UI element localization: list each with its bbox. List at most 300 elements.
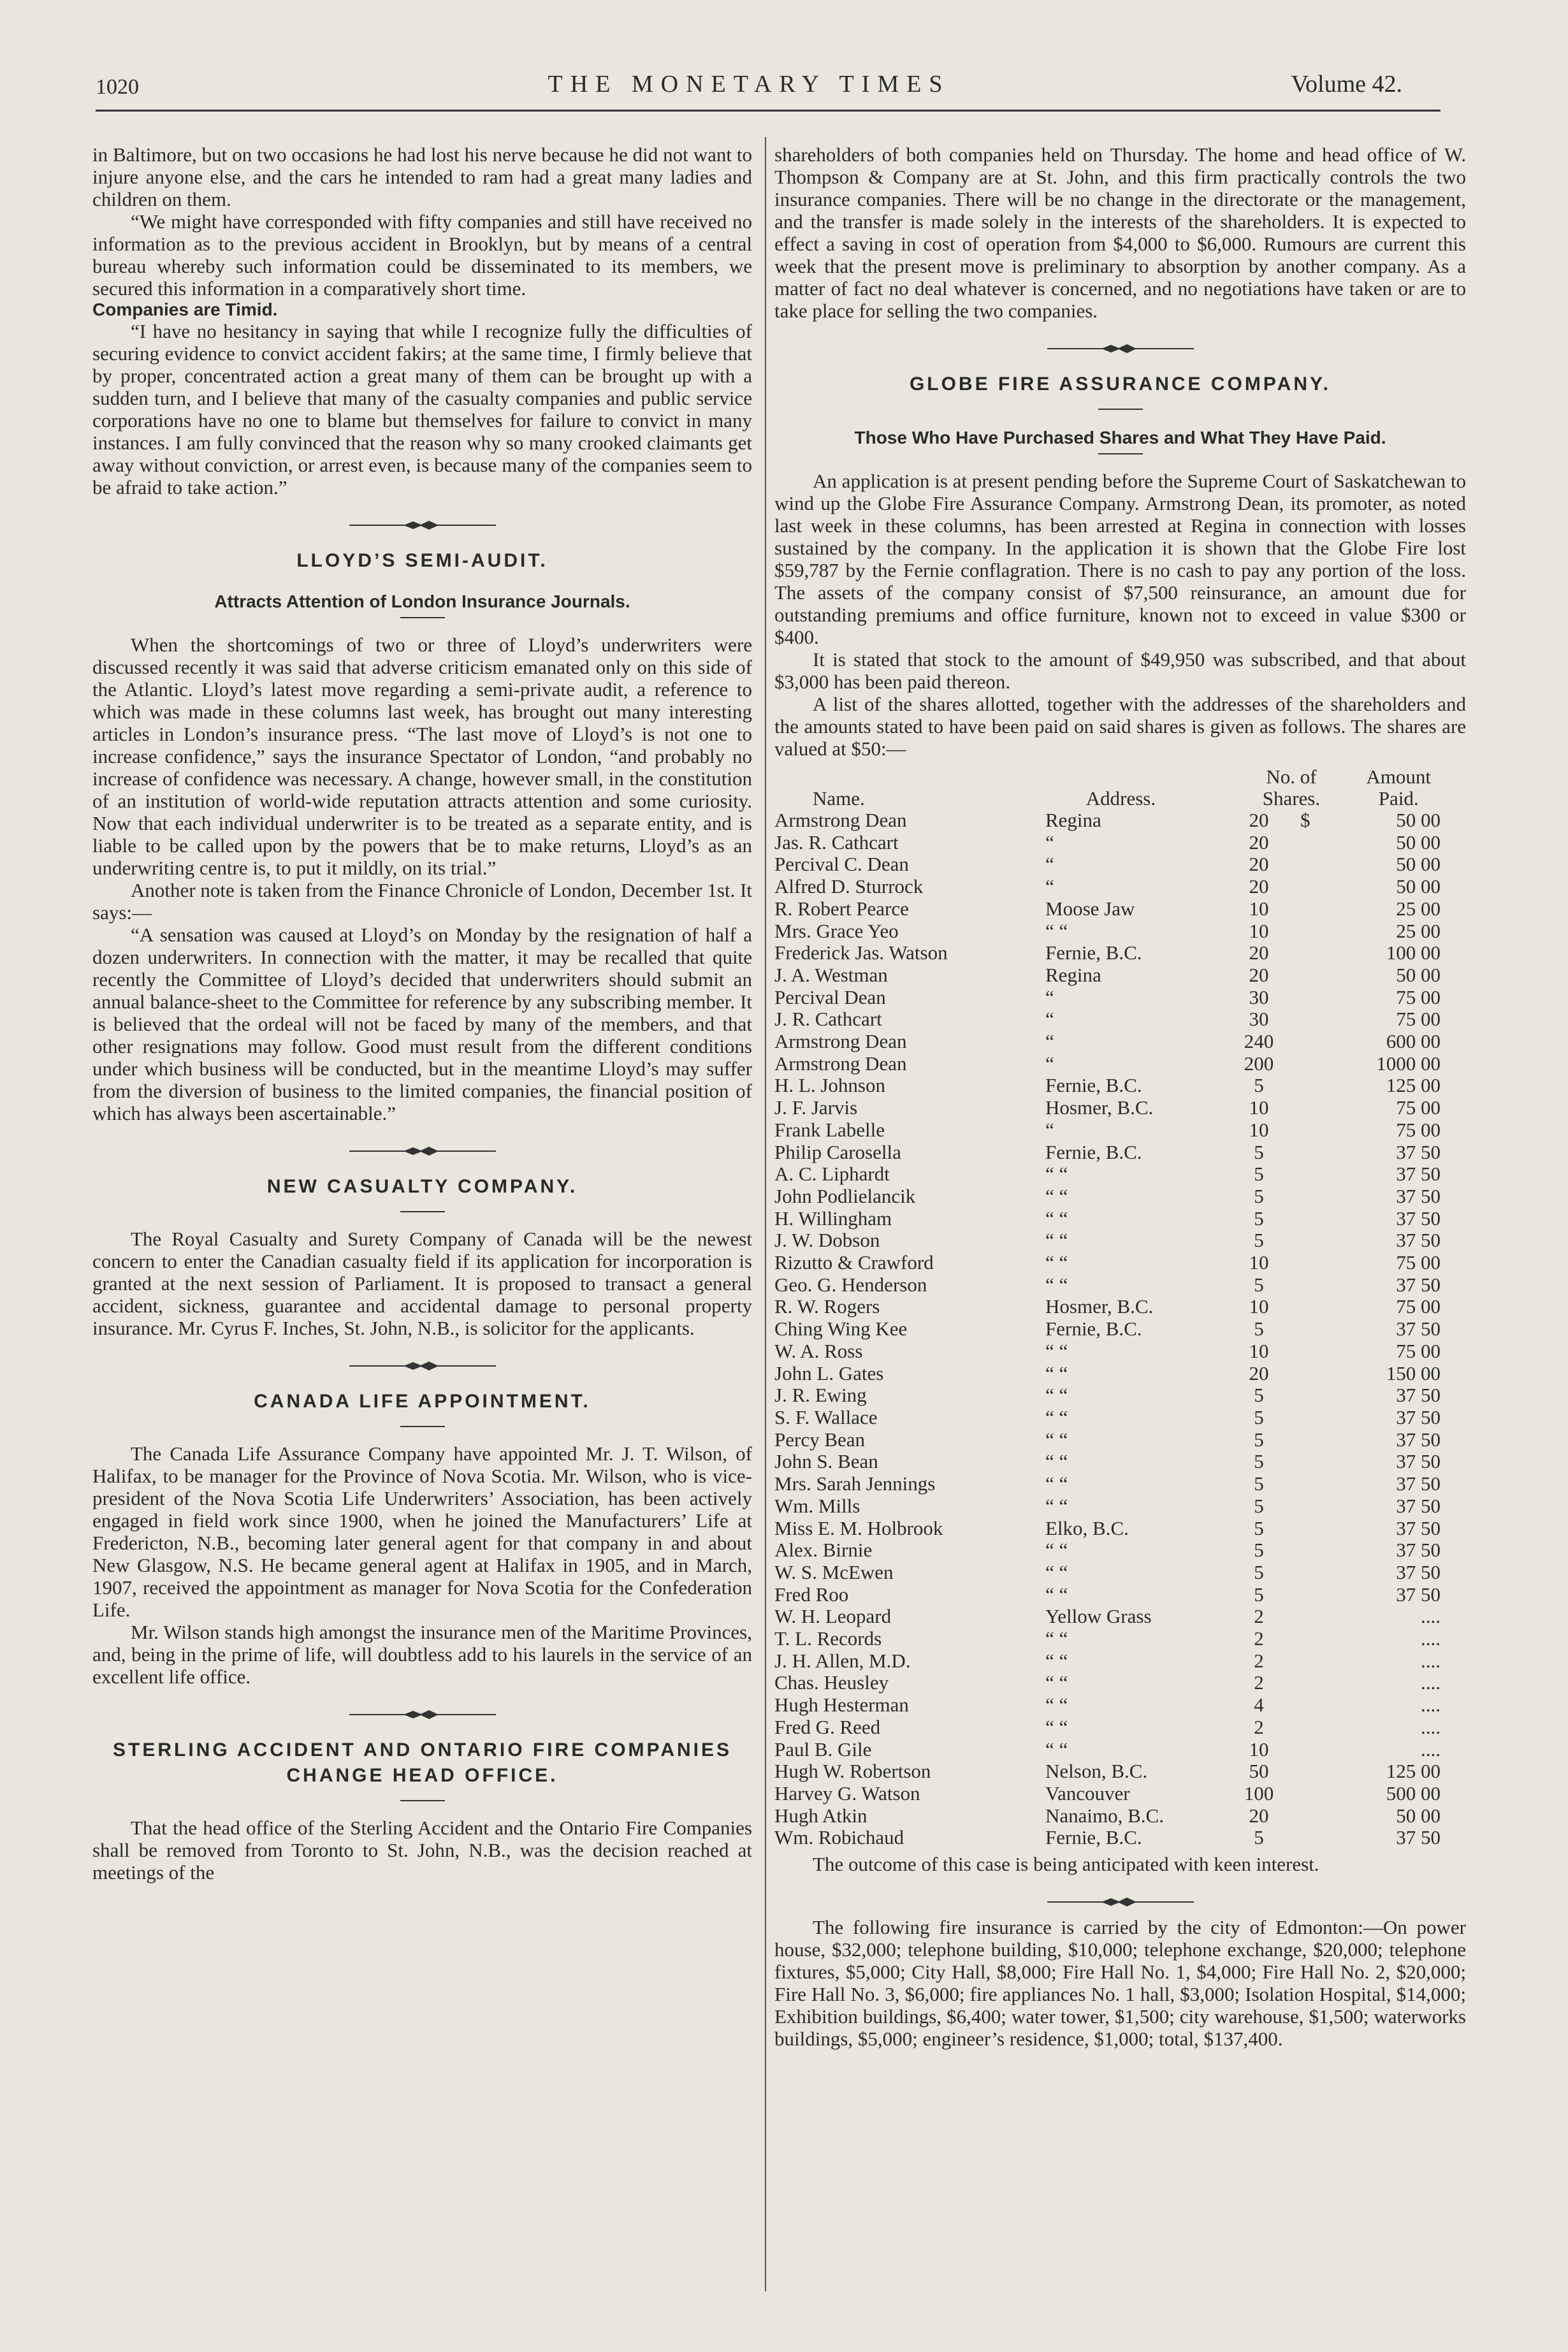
col-header-amount-line1: Amount <box>1366 766 1432 788</box>
table-row <box>774 1429 1466 1451</box>
header-rule <box>96 110 1441 112</box>
shareholder-shares: 10 <box>1249 1096 1269 1119</box>
currency-sign <box>1300 964 1326 987</box>
currency-sign <box>1300 853 1326 876</box>
shareholder-address: “ “ <box>1045 1384 1068 1407</box>
shareholder-address: Vancouver <box>1045 1782 1130 1804</box>
currency-sign <box>1300 1628 1326 1650</box>
shareholder-paid: 50 00 <box>1396 831 1441 853</box>
article-paragraph: It is stated that stock to the amount of $49,950 was subscribed, and that about $3,000 has been paid thereon. <box>774 648 1466 693</box>
shareholder-paid: 50 00 <box>1396 1804 1441 1827</box>
shareholder-paid: 37 50 <box>1396 1405 1441 1428</box>
currency-sign <box>1300 1473 1326 1495</box>
shareholder-paid: 100 00 <box>1386 941 1441 964</box>
shareholder-address: “ “ <box>1045 919 1068 942</box>
col-header-amount <box>1331 766 1466 809</box>
table-row <box>774 1363 1466 1385</box>
shareholder-paid: .... <box>1421 1605 1441 1628</box>
article-paragraph: Mr. Wilson stands high amongst the insurance men of the Maritime Provinces, and, being in the prime of life, will doubtless add to his laurels in the service of an excellent life office. <box>92 1621 752 1688</box>
shareholder-shares: 5 <box>1254 1583 1264 1606</box>
right-column <box>774 143 1466 2050</box>
table-row <box>774 1717 1466 1739</box>
shareholder-address: Fernie, B.C. <box>1045 1826 1142 1849</box>
shareholder-paid: 37 50 <box>1396 1494 1441 1517</box>
left-column <box>92 143 752 1884</box>
shareholder-shares: 5 <box>1254 1384 1264 1407</box>
shareholder-address: “ “ <box>1045 1207 1068 1230</box>
shareholder-shares: 20 <box>1249 1804 1269 1827</box>
currency-sign <box>1300 1495 1326 1518</box>
currency-sign <box>1300 1053 1326 1075</box>
table-row <box>774 1694 1466 1717</box>
article-paragraph: The following fire insurance is carried by the city of Edmonton:—On power house, $32,000; telephone building, $10,000; telephone exchange, $20,000; telephone fixtures, $5,000; City Hall, $8,000; Fire Hall No. 1, $4,000; Fire Hall No. 2, $20,000; Fire Hall No. 3, $6,000; fire appliances No. 1 hall, $3,000; Isolation Hospital, $14,000; Exhibition buildings, $6,400; water tower, $1,500; city warehouse, $1,500; waterworks buildings, $5,000; engineer’s residence, $1,000; total, $137,400. <box>774 1916 1466 2051</box>
shareholder-name: J. F. Jarvis <box>774 1096 858 1119</box>
shareholder-name: J. W. Dobson <box>774 1229 880 1252</box>
currency-sign <box>1300 1562 1326 1584</box>
shareholder-address: “ “ <box>1045 1405 1068 1428</box>
shareholder-shares: 20 <box>1249 1361 1269 1384</box>
currency-sign <box>1300 1606 1326 1628</box>
ornament-divider-icon <box>1047 1897 1194 1907</box>
article-heading: GLOBE FIRE ASSURANCE COMPANY. <box>909 374 1332 395</box>
shareholder-shares: 20 <box>1249 831 1269 853</box>
shareholder-address: Hosmer, B.C. <box>1045 1096 1154 1119</box>
currency-sign <box>1300 1163 1326 1186</box>
currency-sign <box>1300 832 1326 854</box>
table-row <box>774 1650 1466 1673</box>
table-row <box>774 1628 1466 1650</box>
currency-sign <box>1300 1363 1326 1385</box>
shareholder-address: “ “ <box>1045 1428 1068 1451</box>
shareholder-paid: 150 00 <box>1386 1361 1441 1384</box>
currency-sign <box>1300 1075 1326 1097</box>
shareholder-name: Harvey G. Watson <box>774 1782 920 1804</box>
shareholder-address: “ “ <box>1045 1163 1068 1186</box>
shareholder-address: Fernie, B.C. <box>1045 1140 1142 1163</box>
table-row <box>774 1075 1466 1097</box>
shareholder-paid: 37 50 <box>1396 1516 1441 1539</box>
shareholder-paid: 37 50 <box>1396 1273 1441 1296</box>
currency-sign <box>1300 1783 1326 1805</box>
shareholder-name: H. L. Johnson <box>774 1074 885 1097</box>
shareholder-address: Fernie, B.C. <box>1045 1074 1142 1097</box>
shareholder-shares: 200 <box>1244 1052 1274 1075</box>
shareholder-name: Percy Bean <box>774 1428 866 1451</box>
shareholder-name: Armstrong Dean <box>774 1052 907 1075</box>
table-row <box>774 1473 1466 1495</box>
table-row <box>774 1230 1466 1252</box>
table-row <box>774 809 1466 832</box>
shareholder-address: “ “ <box>1045 1583 1068 1606</box>
shareholder-name: J. R. Ewing <box>774 1384 867 1407</box>
currency-sign <box>1300 1296 1326 1318</box>
shareholder-name: Hugh Atkin <box>774 1804 867 1827</box>
shareholder-paid: 125 00 <box>1386 1074 1441 1097</box>
shareholder-name: John S. Bean <box>774 1450 878 1473</box>
ornament-divider-icon <box>349 1361 496 1371</box>
shareholder-address: “ “ <box>1045 1273 1068 1296</box>
shareholder-name: Frederick Jas. Watson <box>774 941 948 964</box>
shareholder-shares: 2 <box>1254 1605 1264 1628</box>
shareholder-name: J. A. Westman <box>774 963 888 986</box>
shareholder-paid: 75 00 <box>1396 1008 1441 1031</box>
shareholder-address: Regina <box>1045 963 1101 986</box>
shareholder-paid: 37 50 <box>1396 1318 1441 1340</box>
shareholder-shares: 2 <box>1254 1671 1264 1694</box>
shareholder-name: Philip Carosella <box>774 1140 901 1163</box>
shareholder-paid: 50 00 <box>1396 853 1441 876</box>
table-row <box>774 1119 1466 1142</box>
shareholder-name: Frank Labelle <box>774 1118 885 1141</box>
table-row <box>774 1760 1466 1783</box>
col-header-amount-line2: Paid. <box>1378 787 1419 809</box>
shareholder-paid: 37 50 <box>1396 1560 1441 1583</box>
currency-sign <box>1300 1252 1326 1274</box>
shareholder-shares: 10 <box>1249 1295 1269 1318</box>
shareholder-name: John L. Gates <box>774 1361 884 1384</box>
short-rule <box>400 1211 445 1212</box>
shareholder-shares: 100 <box>1244 1782 1274 1804</box>
shareholder-name: R. Robert Pearce <box>774 897 909 920</box>
currency-sign <box>1300 1827 1326 1849</box>
shareholder-paid: 1000 00 <box>1376 1052 1441 1075</box>
article-paragraph: That the head office of the Sterling Accident and the Ontario Fire Companies shall be removed from Toronto to St. John, N.B., was the decision reached at meetings of the <box>92 1817 752 1884</box>
shareholder-name: Geo. G. Henderson <box>774 1273 927 1296</box>
shareholder-name: Jas. R. Cathcart <box>774 831 899 853</box>
shareholder-paid: 37 50 <box>1396 1184 1441 1207</box>
shareholder-shares: 10 <box>1249 1251 1269 1274</box>
shareholder-shares: 50 <box>1249 1760 1269 1783</box>
shareholder-paid: .... <box>1421 1715 1441 1738</box>
shareholder-shares: 10 <box>1249 1118 1269 1141</box>
col-header-name: Name. <box>813 787 865 809</box>
shareholder-name: Miss E. M. Holbrook <box>774 1516 943 1539</box>
shareholder-name: S. F. Wallace <box>774 1405 878 1428</box>
ornament-divider-icon <box>349 520 496 530</box>
table-row <box>774 1518 1466 1540</box>
ornament-divider-icon <box>1047 344 1194 354</box>
shareholder-paid: 75 00 <box>1396 1118 1441 1141</box>
table-row <box>774 1783 1466 1805</box>
shareholder-address: “ “ <box>1045 1539 1068 1562</box>
table-row <box>774 964 1466 987</box>
shareholder-shares: 2 <box>1254 1649 1264 1672</box>
shareholder-paid: 37 50 <box>1396 1229 1441 1252</box>
shareholder-shares: 20 <box>1249 963 1269 986</box>
table-row <box>774 1186 1466 1208</box>
shareholder-table <box>774 809 1466 1849</box>
article-paragraph: A list of the shares allotted, together with the addresses of the shareholders and the amounts stated to have been paid on said shares is given as follows. The shares are valued at $50:— <box>774 693 1466 760</box>
shareholder-address: “ “ <box>1045 1649 1068 1672</box>
currency-sign <box>1300 1119 1326 1142</box>
shareholder-paid: 50 00 <box>1396 809 1441 831</box>
table-row <box>774 1296 1466 1318</box>
table-row <box>774 942 1466 964</box>
page-header <box>96 70 1402 108</box>
table-row <box>774 1739 1466 1761</box>
shareholder-shares: 30 <box>1249 1008 1269 1031</box>
short-rule <box>1098 453 1143 454</box>
table-row <box>774 1318 1466 1340</box>
table-row <box>774 1539 1466 1562</box>
shareholder-shares: 2 <box>1254 1715 1264 1738</box>
shareholder-address: “ <box>1045 1030 1054 1053</box>
table-row <box>774 1053 1466 1075</box>
currency-sign <box>1300 1186 1326 1208</box>
shareholder-name: R. W. Rogers <box>774 1295 880 1318</box>
shareholder-name: Armstrong Dean <box>774 809 907 831</box>
shareholder-paid: .... <box>1421 1738 1441 1760</box>
table-row <box>774 1606 1466 1628</box>
shareholder-shares: 5 <box>1254 1516 1264 1539</box>
article-paragraph: The Royal Casualty and Surety Company of Canada will be the newest concern to enter the Canadian casualty field if its application for incorporation is granted at the next session of Parliament. It is proposed to transact a general accident, sickness, guarantee and accidental damage to personal property insurance. Mr. Cyrus F. Inches, St. John, N.B., is solicitor for the applicants. <box>92 1228 752 1339</box>
currency-sign <box>1300 1384 1326 1407</box>
shareholder-shares: 5 <box>1254 1539 1264 1562</box>
shareholder-name: Chas. Heusley <box>774 1671 889 1694</box>
currency-sign <box>1300 1518 1326 1540</box>
ornament-divider-icon <box>349 1710 496 1720</box>
ornament-divider-icon <box>349 1146 496 1156</box>
article-heading: LLOYD’S SEMI-AUDIT. <box>296 550 548 571</box>
shareholder-shares: 10 <box>1249 919 1269 942</box>
currency-sign <box>1300 1650 1326 1673</box>
table-row <box>774 1163 1466 1186</box>
shareholder-shares: 30 <box>1249 985 1269 1008</box>
table-row <box>774 1827 1466 1849</box>
col-header-shares-line1: No. of <box>1266 766 1317 788</box>
shareholder-paid: 75 00 <box>1396 1251 1441 1274</box>
shareholder-address: “ <box>1045 831 1054 853</box>
currency-sign <box>1300 1451 1326 1473</box>
shareholder-shares: 5 <box>1254 1560 1264 1583</box>
shareholder-paid: .... <box>1421 1649 1441 1672</box>
article-paragraph: Another note is taken from the Finance Chronicle of London, December 1st. It says:— <box>92 879 752 924</box>
article-paragraph: “We might have corresponded with fifty companies and still have received no information as to the previous accident in Brooklyn, but by means of a central bureau whereby such information could be disseminated to its members, we secured this information in a comparatively short time. <box>92 210 752 300</box>
currency-sign <box>1300 1739 1326 1761</box>
article-heading: NEW CASUALTY COMPANY. <box>266 1176 578 1197</box>
shareholder-address: “ “ <box>1045 1494 1068 1517</box>
currency-sign <box>1300 1760 1326 1783</box>
shareholder-name: Alfred D. Sturrock <box>774 875 924 898</box>
table-row <box>774 920 1466 943</box>
article-heading: CANADA LIFE APPOINTMENT. <box>254 1391 591 1412</box>
currency-sign <box>1300 1340 1326 1363</box>
article-paragraph: An application is at present pending before the Supreme Court of Saskatchewan to wind up the Globe Fire Assurance Company. Armstrong Dean, its promoter, as noted last week in these columns, has been arrested at Regina in connection with losses sustained by the company. In the application it is shown that the Globe Fire lost $59,787 by the Fernie conflagration. There is no cash to pay any portion of the loss. The assets of the company consist of $7,500 reinsurance, an amount due for outstanding premiums and office furniture, known not to exceed in value $300 or $400. <box>774 470 1466 648</box>
currency-sign <box>1300 920 1326 943</box>
currency-sign <box>1300 1142 1326 1164</box>
currency-sign <box>1300 942 1326 964</box>
table-row <box>774 1495 1466 1518</box>
currency-sign <box>1300 876 1326 898</box>
shareholder-shares: 5 <box>1254 1207 1264 1230</box>
currency-sign <box>1300 1097 1326 1119</box>
shareholder-name: Percival Dean <box>774 985 886 1008</box>
shareholder-name: Alex. Birnie <box>774 1539 873 1562</box>
shareholder-table-header <box>774 766 1466 809</box>
shareholder-address: Yellow Grass <box>1045 1605 1152 1628</box>
table-row <box>774 898 1466 920</box>
short-rule <box>400 617 445 618</box>
currency-sign <box>1300 1407 1326 1429</box>
shareholder-address: “ <box>1045 875 1054 898</box>
article-paragraph: When the shortcomings of two or three of Lloyd’s underwriters were discussed recently it was said that adverse criticism emanated only on this side of the Atlantic. Lloyd’s latest move regarding a semi-private audit, a reference to which was made in these columns last week, has brought out many interesting articles in London’s insurance press. “The last move of Lloyd’s is not one to increase confidence,” says the insurance Spectator of London, “and probably no increase of confidence was necessary. A change, however small, in the constitution of an institution of world-wide reputation attracts attention and some curiosity. Now that each individual underwriter is to be treated as a separate entity, and is liable to be called upon by the powers that be to make returns, Lloyd’s as an underwriting centre is, to put it mildly, on its trial.” <box>92 634 752 879</box>
article-paragraph: The Canada Life Assurance Company have appointed Mr. J. T. Wilson, of Halifax, to be manager for the Province of Nova Scotia. Mr. Wilson, who is vice-president of the Nova Scotia Life Underwriters’ Association, has been actively engaged in field work since 1900, when he joined the Manufacturers’ Life at Fredericton, N.B., becoming later general agent for that company in and about New Glasgow, N.S. He became general agent at Halifax in 1905, and in March, 1907, received the appointment as manager for Nova Scotia for the Confederation Life. <box>92 1442 752 1621</box>
shareholder-name: J. R. Cathcart <box>774 1008 882 1031</box>
table-row <box>774 1562 1466 1584</box>
shareholder-address: Elko, B.C. <box>1045 1516 1129 1539</box>
table-row <box>774 1252 1466 1274</box>
shareholder-paid: 37 50 <box>1396 1539 1441 1562</box>
shareholder-paid: 50 00 <box>1396 875 1441 898</box>
table-row <box>774 987 1466 1009</box>
shareholder-address: “ <box>1045 1052 1054 1075</box>
shareholder-paid: .... <box>1421 1671 1441 1694</box>
shareholder-name: Wm. Mills <box>774 1494 860 1517</box>
shareholder-shares: 2 <box>1254 1627 1264 1650</box>
page-number: 1020 <box>96 75 139 99</box>
shareholder-address: Fernie, B.C. <box>1045 1318 1142 1340</box>
currency-sign <box>1300 1318 1326 1340</box>
masthead-title: THE MONETARY TIMES <box>548 71 950 98</box>
shareholder-name: J. H. Allen, M.D. <box>774 1649 911 1672</box>
currency-sign <box>1300 1031 1326 1053</box>
shareholder-name: Hugh Hesterman <box>774 1694 909 1717</box>
table-row <box>774 1805 1466 1827</box>
shareholder-paid: 75 00 <box>1396 1096 1441 1119</box>
article-heading: STERLING ACCIDENT AND ONTARIO FIRE COMPANIES CHANGE HEAD OFFICE. <box>113 1739 732 1786</box>
shareholder-paid: .... <box>1421 1694 1441 1717</box>
currency-sign <box>1300 1717 1326 1739</box>
currency-sign <box>1300 1672 1326 1694</box>
shareholder-shares: 5 <box>1254 1826 1264 1849</box>
shareholder-name: Rizutto & Crawford <box>774 1251 934 1274</box>
shareholder-shares: 20 <box>1249 941 1269 964</box>
shareholder-name: Armstrong Dean <box>774 1030 907 1053</box>
shareholder-shares: 5 <box>1254 1140 1264 1163</box>
shareholder-address: Moose Jaw <box>1045 897 1135 920</box>
shareholder-shares: 5 <box>1254 1074 1264 1097</box>
table-row <box>774 853 1466 876</box>
shareholder-address: “ “ <box>1045 1184 1068 1207</box>
table-row <box>774 1384 1466 1407</box>
article-paragraph: “I have no hesitancy in saying that while I recognize fully the difficulties of securing evidence to convict accident fakirs; at the same time, I firmly believe that by proper, concentrated action a great many of them can be brought up with a sudden turn, and I believe that many of the casualty companies and public service corporations have no one to blame but themselves for failure to convict in many instances. I am fully convinced that the reason why so many crooked claimants get away without conviction, or arrest even, is because many of the companies seem to be afraid to take action.” <box>92 320 752 498</box>
table-row <box>774 1008 1466 1031</box>
shareholder-shares: 5 <box>1254 1472 1264 1495</box>
shareholder-paid: 37 50 <box>1396 1428 1441 1451</box>
currency-sign <box>1300 1694 1326 1717</box>
shareholder-address: “ “ <box>1045 1361 1068 1384</box>
table-row <box>774 1451 1466 1473</box>
shareholder-paid: 50 00 <box>1396 963 1441 986</box>
article-paragraph: The outcome of this case is being anticipated with keen interest. <box>813 1853 1319 1876</box>
shareholder-address: “ <box>1045 985 1054 1008</box>
currency-sign <box>1300 1805 1326 1827</box>
shareholder-paid: 37 50 <box>1396 1450 1441 1473</box>
shareholder-paid: 75 00 <box>1396 985 1441 1008</box>
shareholder-paid: 75 00 <box>1396 1339 1441 1362</box>
shareholder-name: Fred G. Reed <box>774 1715 881 1738</box>
shareholder-paid: 37 50 <box>1396 1207 1441 1230</box>
shareholder-paid: 37 50 <box>1396 1140 1441 1163</box>
shareholder-paid: 25 00 <box>1396 897 1441 920</box>
currency-sign <box>1300 1539 1326 1562</box>
table-row <box>774 1672 1466 1694</box>
currency-sign <box>1300 1274 1326 1296</box>
shareholder-name: W. H. Leopard <box>774 1605 892 1628</box>
shareholder-name: Fred Roo <box>774 1583 849 1606</box>
shareholder-address: “ “ <box>1045 1339 1068 1362</box>
shareholder-paid: 37 50 <box>1396 1826 1441 1849</box>
shareholder-paid: .... <box>1421 1627 1441 1650</box>
shareholder-shares: 240 <box>1244 1030 1274 1053</box>
shareholder-shares: 20 <box>1249 809 1269 831</box>
shareholder-address: “ “ <box>1045 1671 1068 1694</box>
shareholder-shares: 5 <box>1254 1405 1264 1428</box>
shareholder-address: “ <box>1045 853 1054 876</box>
column-divider <box>765 137 766 2291</box>
shareholder-address: Regina <box>1045 809 1101 831</box>
shareholder-name: A. C. Liphardt <box>774 1163 890 1186</box>
currency-sign <box>1300 1230 1326 1252</box>
shareholder-name: W. S. McEwen <box>774 1560 894 1583</box>
table-row <box>774 1340 1466 1363</box>
currency-sign <box>1300 1208 1326 1230</box>
shareholder-shares: 5 <box>1254 1428 1264 1451</box>
shareholder-address: Nanaimo, B.C. <box>1045 1804 1164 1827</box>
shareholder-address: “ “ <box>1045 1229 1068 1252</box>
shareholder-shares: 4 <box>1254 1694 1264 1717</box>
shareholder-address: “ “ <box>1045 1472 1068 1495</box>
shareholder-address: Fernie, B.C. <box>1045 941 1142 964</box>
shareholder-shares: 10 <box>1249 1738 1269 1760</box>
shareholder-paid: 37 50 <box>1396 1472 1441 1495</box>
currency-sign <box>1300 898 1326 920</box>
shareholder-name: Ching Wing Kee <box>774 1318 908 1340</box>
shareholder-shares: 5 <box>1254 1450 1264 1473</box>
shareholder-address: Nelson, B.C. <box>1045 1760 1148 1783</box>
table-row <box>774 1097 1466 1119</box>
table-row <box>774 1274 1466 1296</box>
article-paragraph: “A sensation was caused at Lloyd’s on Monday by the resignation of half a dozen underwriters. In connection with the matter, it may be recalled that quite recently the Committee of Lloyd’s decided that underwriters should submit an annual balance-sheet to the Committee for reference by any subscribing member. It is believed that the ordeal will not be faced by many of the members, and that other resignations may follow. Good must result from the different conditions under which business will be conducted, but in the meantime Lloyd’s may suffer from the diversion of business to the limited companies, the financial position of which has always been ascertainable.” <box>92 924 752 1124</box>
shareholder-name: T. L. Records <box>774 1627 882 1650</box>
shareholder-name: Mrs. Grace Yeo <box>774 919 899 942</box>
shareholder-paid: 37 50 <box>1396 1583 1441 1606</box>
shareholder-paid: 125 00 <box>1386 1760 1441 1783</box>
short-rule <box>400 1426 445 1427</box>
currency-sign <box>1300 1008 1326 1031</box>
shareholder-address: “ “ <box>1045 1715 1068 1738</box>
shareholder-name: Paul B. Gile <box>774 1738 872 1760</box>
shareholder-paid: 500 00 <box>1386 1782 1441 1804</box>
shareholder-shares: 5 <box>1254 1494 1264 1517</box>
shareholder-paid: 600 00 <box>1386 1030 1441 1053</box>
col-header-address: Address. <box>1085 787 1156 809</box>
currency-sign <box>1300 1584 1326 1606</box>
shareholder-address: “ “ <box>1045 1627 1068 1650</box>
shareholder-shares: 10 <box>1249 897 1269 920</box>
currency-sign <box>1300 987 1326 1009</box>
shareholder-shares: 5 <box>1254 1318 1264 1340</box>
shareholder-shares: 5 <box>1254 1273 1264 1296</box>
shareholder-shares: 20 <box>1249 853 1269 876</box>
short-rule <box>1098 409 1143 410</box>
col-header-shares <box>1251 766 1331 809</box>
shareholder-shares: 5 <box>1254 1184 1264 1207</box>
table-row <box>774 1208 1466 1230</box>
shareholder-address: “ “ <box>1045 1560 1068 1583</box>
volume-label: Volume 42. <box>1291 71 1402 98</box>
shareholder-name: Mrs. Sarah Jennings <box>774 1472 936 1495</box>
